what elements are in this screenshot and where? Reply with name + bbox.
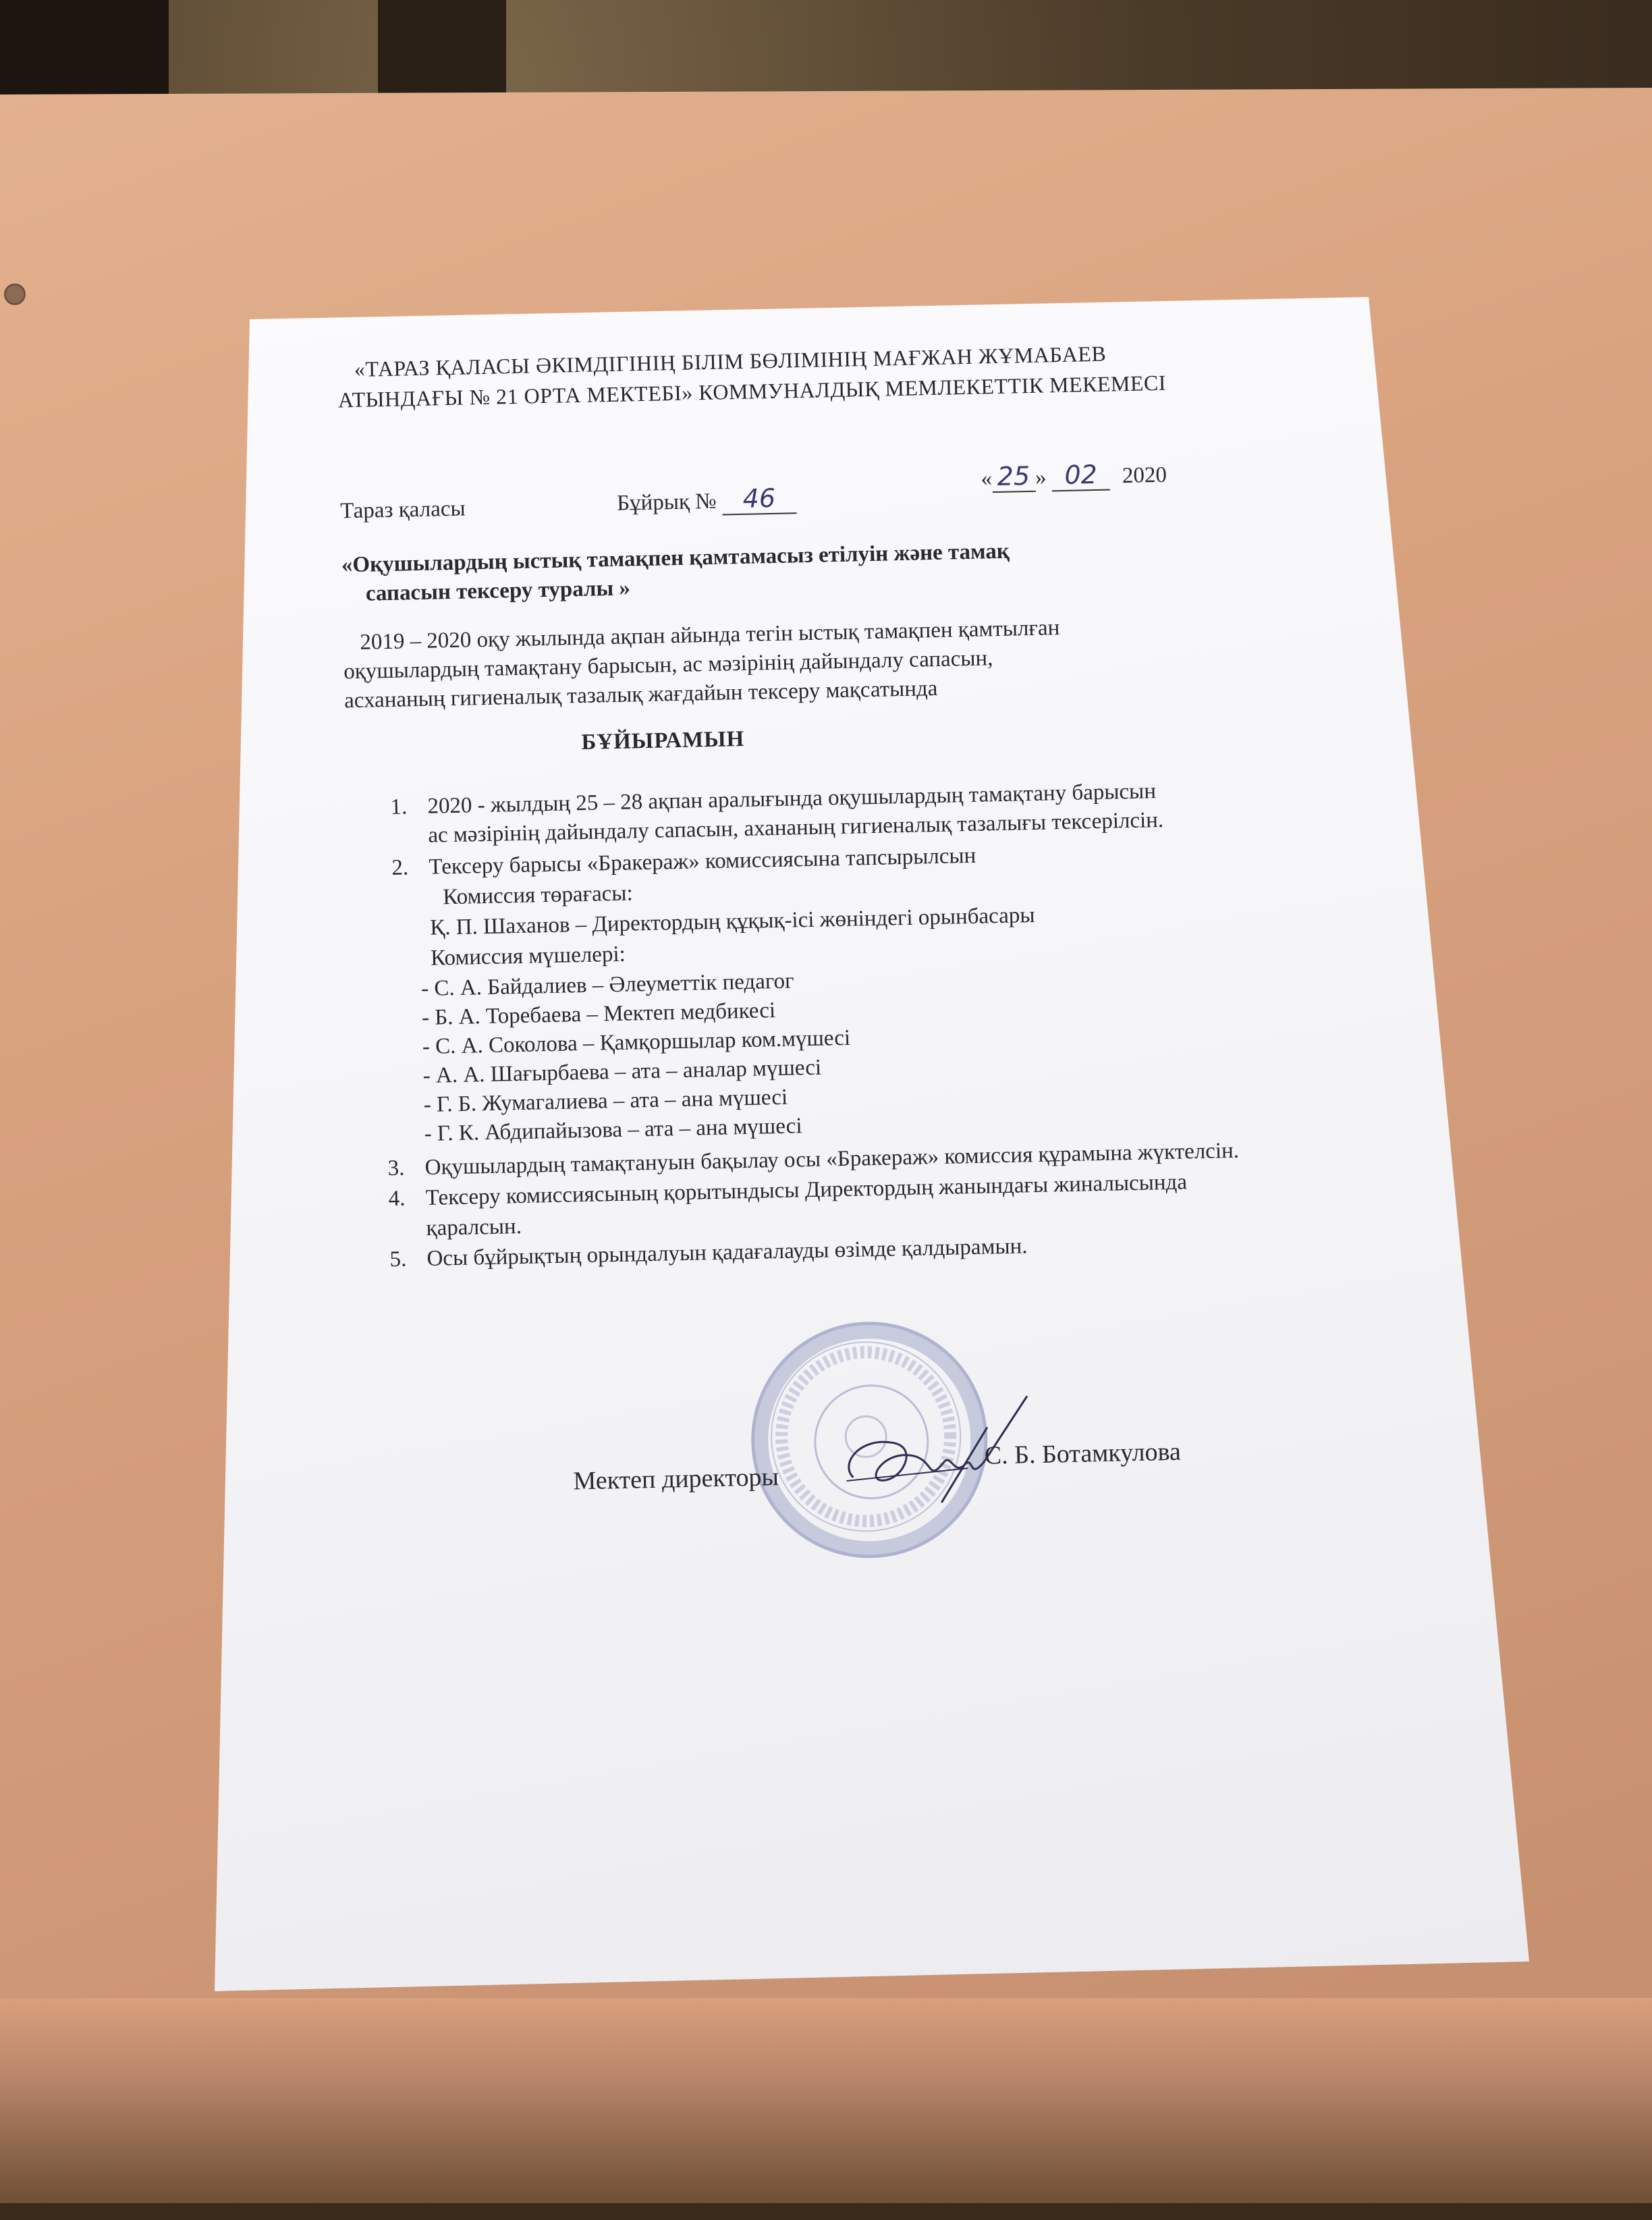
- city: Тараз қаласы: [339, 496, 466, 524]
- order-heading: БҰЙЫРАМЫН: [581, 726, 745, 755]
- item-number: 3.: [387, 1156, 405, 1181]
- intro-line-3: асхананың гигиеналық тазалық жағдайын тексеру мақсатында: [343, 676, 938, 713]
- member-item: - Б. А. Торебаева – Мектеп медбикесі: [421, 998, 776, 1031]
- item-1-line-2: ас мәзірінің дайындалу сапасын, ахананың гигиеналық тазалығы тексерілсін.: [428, 807, 1164, 848]
- member-item: - Г. К. Абдипайызова – ата – ана мүшесі: [424, 1114, 802, 1147]
- intro-line-1: 2019 – 2020 оқу жылында ақпан айында тегін ыстық тамақпен қамтылған: [359, 616, 1060, 655]
- order-number-row: [617, 483, 797, 518]
- item-number: 5.: [389, 1247, 407, 1272]
- item-1-line-1: 2020 - жылдың 25 – 28 ақпан аралығында оқушылардың тамақтану барысын: [427, 779, 1157, 819]
- date-month-value: 02: [1064, 459, 1098, 490]
- order-date: [981, 458, 1167, 493]
- chair-name: Қ. П. Шаханов – Директордың құқық-ісі жөніндегі орынбасары: [429, 902, 1035, 940]
- item-3-line-1: Оқушылардың тамақтануын бақылау осы «Бракераж» комиссия құрамына жүктелсін.: [424, 1138, 1240, 1180]
- item-number: 2.: [391, 855, 409, 880]
- members-label: Комиссия мүшелері:: [430, 942, 626, 971]
- date-day-value: 25: [997, 461, 1030, 492]
- item-2-line-1: Тексеру барысы «Бракераж» комиссиясына тапсырылсын: [428, 843, 976, 879]
- director-name: С. Б. Ботамкулова: [984, 1437, 1182, 1470]
- order-number-value: 46: [742, 483, 776, 514]
- date-day: [991, 461, 1035, 493]
- item-4-line-1: Тексеру комиссиясының қорытындысы Директордың жанындағы жиналысында: [425, 1170, 1188, 1210]
- item-5-line-1: Осы бұйрықтың орындалуын қадағалауды өзімде қалдырамын.: [426, 1234, 1028, 1271]
- item-number: 1.: [390, 794, 408, 819]
- date-month: [1051, 460, 1110, 492]
- date-mid: »: [1035, 465, 1047, 490]
- member-item: - С. А. Соколова – Қамқоршылар ком.мүшесі: [422, 1025, 851, 1060]
- header-line-1: «ТАРАЗ ҚАЛАСЫ ӘКІМДІГІНІҢ БІЛІМ БӨЛІМІНІҢ МАҒЖАН ЖҰМАБАЕВ: [354, 341, 1107, 381]
- order-label: Бұйрық №: [616, 489, 717, 516]
- item-4-line-2: қаралсын.: [426, 1214, 522, 1241]
- member-item: - С. А. Байдалиев – Әлеуметтік педагог: [420, 969, 794, 1002]
- date-year: 2020: [1122, 462, 1167, 489]
- member-item: - Г. Б. Жумагалиева – ата – ана мүшесі: [423, 1085, 788, 1118]
- intro-line-2: оқушылардың тамақтану барысын, ас мәзірінің дайындалу сапасын,: [343, 646, 993, 684]
- date-open: «: [981, 466, 993, 491]
- title-line-1: «Оқушылардың ыстық тамақпен қамтамасыз етілуін және тамақ: [341, 539, 1010, 578]
- order-number: [721, 483, 796, 515]
- member-item: - А. А. Шағырбаева – ата – аналар мүшесі: [422, 1055, 822, 1089]
- header-line-2: АТЫНДАҒЫ № 21 ОРТА МЕКТЕБІ» КОММУНАЛДЫҚ МЕМЛЕКЕТТІК МЕКЕМЕСІ: [337, 370, 1167, 412]
- item-number: 4.: [388, 1186, 406, 1212]
- title-line-2: сапасын тексеру туралы »: [365, 576, 631, 606]
- signature-role: Мектеп директоры: [573, 1463, 779, 1496]
- chair-label: Комиссия төрағасы:: [442, 881, 634, 910]
